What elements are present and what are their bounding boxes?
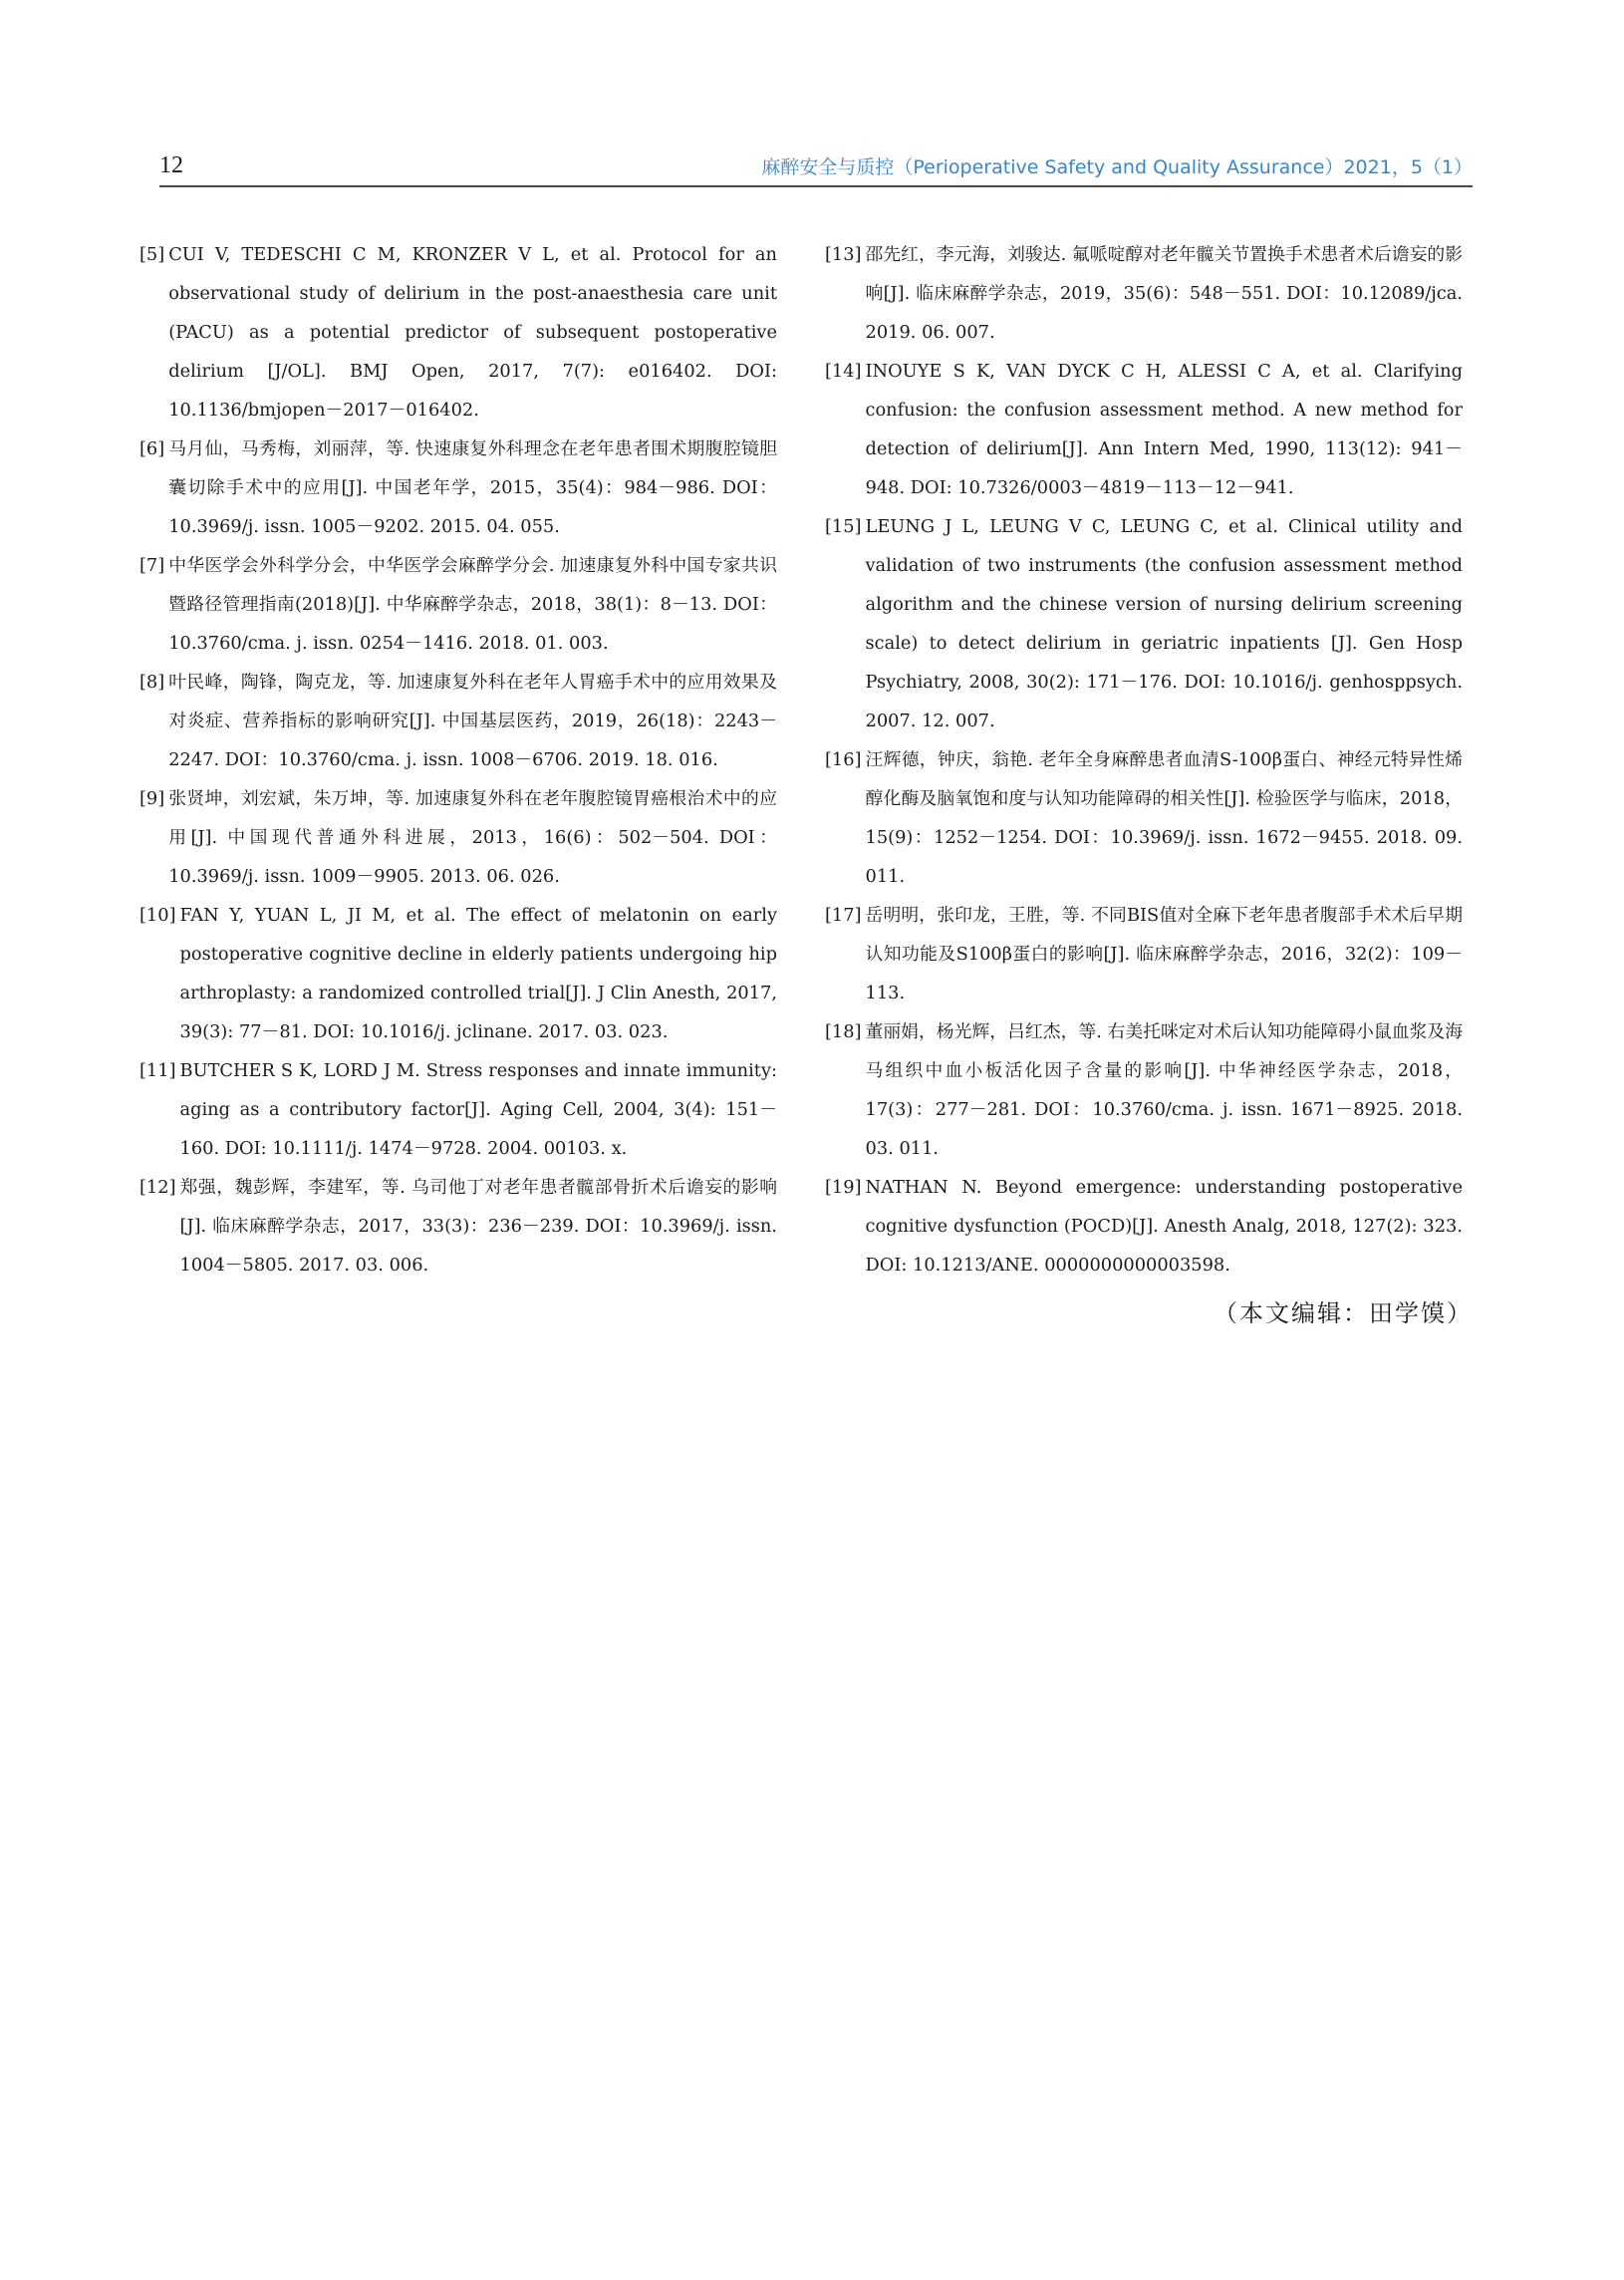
editor-note: （本文编辑：田学馍） — [1214, 1299, 1473, 1327]
reference-text: 郑强，魏彭辉，李建军，等. 乌司他丁对老年患者髋部骨折术后谵妄的影响[J]. 临床麻醉学杂志，2017，33(3)：236－239. DOI：10.3969/j. issn. 1004－5805. 2017. 03. 006. — [179, 1177, 777, 1276]
reference-item — [139, 546, 777, 663]
reference-item — [825, 740, 1463, 896]
reference-item — [139, 779, 777, 896]
references-right-column — [825, 235, 1463, 1284]
reference-number: [15] — [825, 516, 862, 537]
reference-number: [7] — [139, 555, 165, 576]
reference-number: [12] — [139, 1177, 176, 1198]
reference-item — [825, 507, 1463, 740]
references-left-column — [139, 235, 777, 1284]
reference-item — [139, 429, 777, 546]
reference-number: [5] — [139, 244, 165, 265]
reference-text: 中华医学会外科学分会，中华医学会麻醉学分会. 加速康复外科中国专家共识暨路径管理指南(2018)[J]. 中华麻醉学杂志，2018，38(1)：8－13. DOI：10.3760/cma. j. issn. 0254－1416. 2018. 01. 003. — [168, 555, 777, 654]
reference-text: BUTCHER S K, LORD J M. Stress responses and innate immunity: aging as a contributory factor[J]. Aging Cell, 2004, 3(4): 151－160. DOI: 10.1111/j. 1474－9728. 2004. 00103. x. — [179, 1060, 777, 1159]
reference-text: 马月仙，马秀梅，刘丽萍，等. 快速康复外科理念在老年患者围术期腹腔镜胆囊切除手术中的应用[J]. 中国老年学，2015，35(4)：984－986. DOI：10.3969/j. issn. 1005－9202. 2015. 04. 055. — [168, 438, 777, 537]
reference-item — [825, 896, 1463, 1012]
reference-number: [14] — [825, 361, 862, 382]
journal-citation: 麻醉安全与质控（Perioperative Safety and Quality Assurance）2021，5（1） — [761, 156, 1473, 178]
reference-item — [825, 1012, 1463, 1168]
reference-number: [10] — [139, 905, 176, 926]
reference-number: [13] — [825, 244, 862, 265]
reference-number: [18] — [825, 1021, 862, 1042]
reference-text: 岳明明，张印龙，王胜，等. 不同BIS值对全麻下老年患者腹部手术术后早期认知功能及S100β蛋白的影响[J]. 临床麻醉学杂志，2016，32(2)：109－113. — [865, 905, 1463, 1003]
page-number: 12 — [159, 152, 183, 178]
reference-number: [6] — [139, 438, 165, 459]
reference-number: [17] — [825, 905, 862, 926]
reference-item — [825, 352, 1463, 507]
reference-number: [19] — [825, 1177, 862, 1198]
reference-item — [825, 1168, 1463, 1284]
reference-item — [139, 1051, 777, 1168]
reference-text: 汪辉德，钟庆，翁艳. 老年全身麻醉患者血清S-100β蛋白、神经元特异性烯醇化酶及脑氧饱和度与认知功能障碍的相关性[J]. 检验医学与临床，2018，15(9)：1252－1254. DOI：10.3969/j. issn. 1672－9455. 2018. 09. 011. — [865, 749, 1463, 887]
reference-text: 邵先红，李元海，刘骏达. 氟哌啶醇对老年髋关节置换手术患者术后谵妄的影响[J]. 临床麻醉学杂志，2019，35(6)：548－551. DOI：10.12089/jca. 2019. 06. 007. — [865, 244, 1463, 343]
reference-text: INOUYE S K, VAN DYCK C H, ALESSI C A, et al. Clarifying confusion: the confusion assessment method. A new method for detection of delirium[J]. Ann Intern Med, 1990, 113(12): 941－948. DOI: 10.7326/0003－4819－113－12－941. — [865, 361, 1463, 498]
reference-item — [139, 235, 777, 429]
reference-item — [825, 235, 1463, 352]
reference-text: NATHAN N. Beyond emergence: understanding postoperative cognitive dysfunction (POCD)[J]. Anesth Analg, 2018, 127(2): 323. DOI: 10.1213/ANE. 0000000000003598. — [865, 1177, 1463, 1276]
running-header — [159, 147, 1473, 187]
reference-item — [139, 896, 777, 1051]
reference-number: [11] — [139, 1060, 176, 1081]
reference-item — [139, 1168, 777, 1284]
reference-text: 董丽娟，杨光辉，吕红杰，等. 右美托咪定对术后认知功能障碍小鼠血浆及海马组织中血小板活化因子含量的影响[J]. 中华神经医学杂志，2018，17(3)：277－281. DOI：10.3760/cma. j. issn. 1671－8925. 2018. 03. 011. — [865, 1021, 1463, 1159]
reference-text: LEUNG J L, LEUNG V C, LEUNG C, et al. Clinical utility and validation of two instruments (the confusion assessment method algorithm and the chinese version of nursing delirium screening scale) to detect delirium in geriatric inpatients [J]. Gen Hosp Psychiatry, 2008, 30(2): 171－176. DOI: 10.1016/j. genhosppsych. 2007. 12. 007. — [865, 516, 1463, 731]
reference-text: CUI V, TEDESCHI C M, KRONZER V L, et al. Protocol for an observational study of delirium in the post-anaesthesia care unit (PACU) as a potential predictor of subsequent postoperative delirium [J/OL]. BMJ Open, 2017, 7(7): e016402. DOI: 10.1136/bmjopen－2017－016402. — [168, 244, 777, 421]
reference-item — [139, 663, 777, 779]
reference-number: [8] — [139, 672, 165, 693]
reference-number: [9] — [139, 788, 165, 809]
reference-text: FAN Y, YUAN L, JI M, et al. The effect of melatonin on early postoperative cognitive decline in elderly patients undergoing hip arthroplasty: a randomized controlled trial[J]. J Clin Anesth, 2017, 39(3): 77－81. DOI: 10.1016/j. jclinane. 2017. 03. 023. — [179, 905, 777, 1042]
reference-text: 叶民峰，陶锋，陶克龙，等. 加速康复外科在老年人胃癌手术中的应用效果及对炎症、营养指标的影响研究[J]. 中国基层医药，2019，26(18)：2243－2247. DOI：10.3760/cma. j. issn. 1008－6706. 2019. 18. 016. — [168, 672, 777, 770]
reference-number: [16] — [825, 749, 862, 770]
reference-text: 张贤坤，刘宏斌，朱万坤，等. 加速康复外科在老年腹腔镜胃癌根治术中的应用[J]. 中国现代普通外科进展，2013，16(6)：502－504. DOI：10.3969/j. issn. 1009－9905. 2013. 06. 026. — [168, 788, 777, 887]
